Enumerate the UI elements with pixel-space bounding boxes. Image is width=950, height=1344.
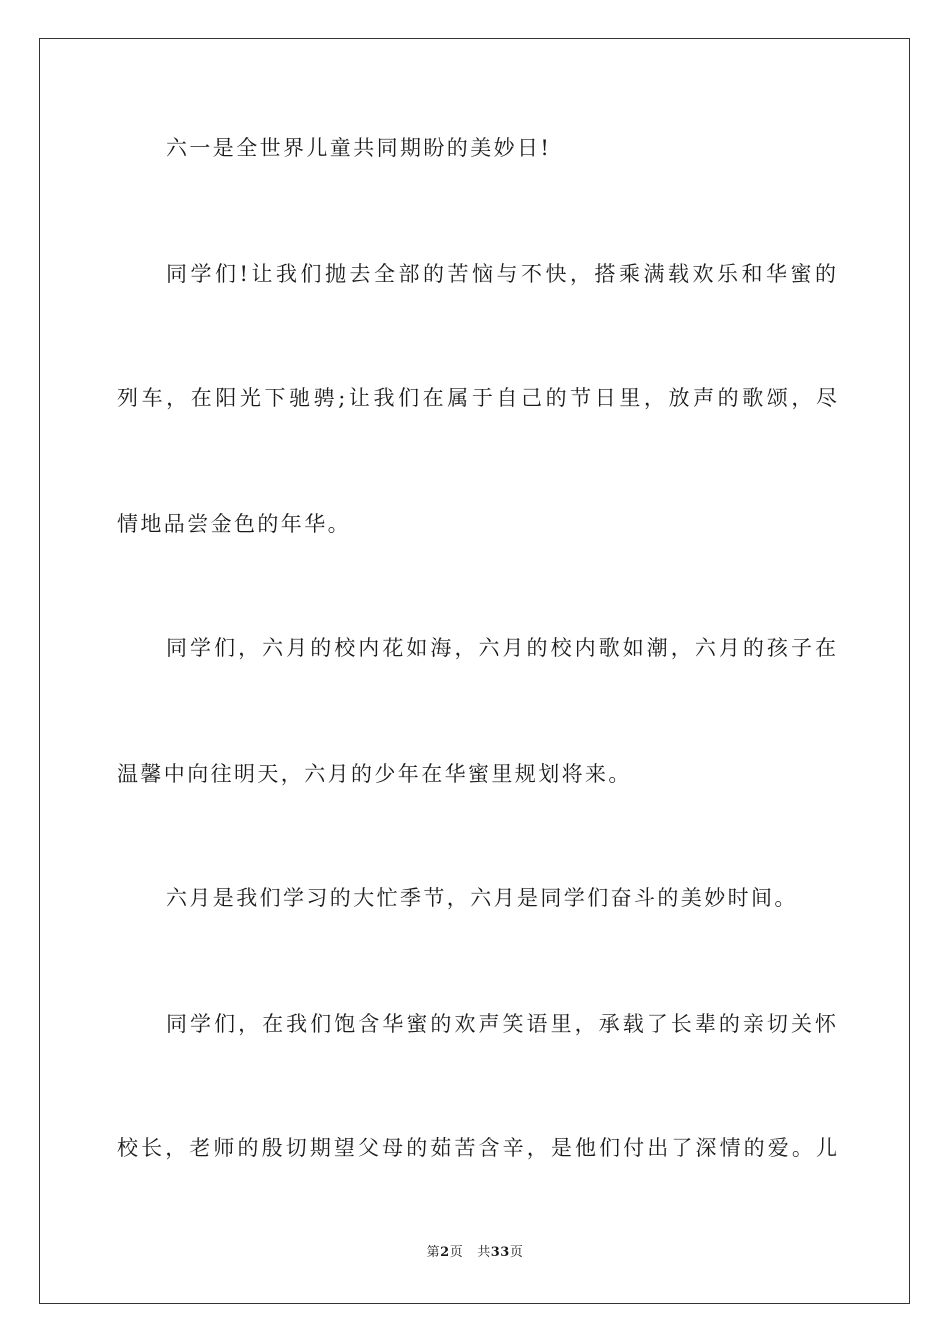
paragraph-line-4: 情地品尝金色的年华。	[117, 512, 351, 536]
paragraph-line-3: 列车，在阳光下驰骋;让我们在属于自己的节日里，放声的歌颂，尽	[117, 386, 837, 410]
paragraph-line-2: 同学们!让我们抛去全部的苦恼与不快，搭乘满载欢乐和华蜜的	[166, 262, 836, 286]
paragraph-line-5: 同学们，六月的校内花如海，六月的校内歌如潮，六月的孩子在	[166, 636, 836, 660]
total-pages: 33	[490, 1245, 510, 1260]
page-number: 2	[440, 1245, 450, 1260]
total-suffix: 页	[509, 1245, 524, 1260]
paragraph-line-8: 同学们，在我们饱含华蜜的欢声笑语里，承载了长辈的亲切关怀	[166, 1012, 836, 1036]
paragraph-line-7: 六月是我们学习的大忙季节，六月是同学们奋斗的美妙时间。	[166, 886, 798, 910]
page-suffix: 页	[449, 1245, 464, 1260]
paragraph-line-9: 校长，老师的殷切期望父母的茹苦含辛，是他们付出了深情的爱。儿	[117, 1136, 837, 1160]
paragraph-line-1: 六一是全世界儿童共同期盼的美妙日!	[166, 136, 552, 160]
page-prefix: 第	[426, 1245, 441, 1260]
page-footer	[0, 1244, 950, 1262]
paragraph-line-6: 温馨中向往明天，六月的少年在华蜜里规划将来。	[117, 762, 632, 786]
page-frame	[39, 38, 910, 1304]
total-prefix: 共	[477, 1245, 491, 1260]
